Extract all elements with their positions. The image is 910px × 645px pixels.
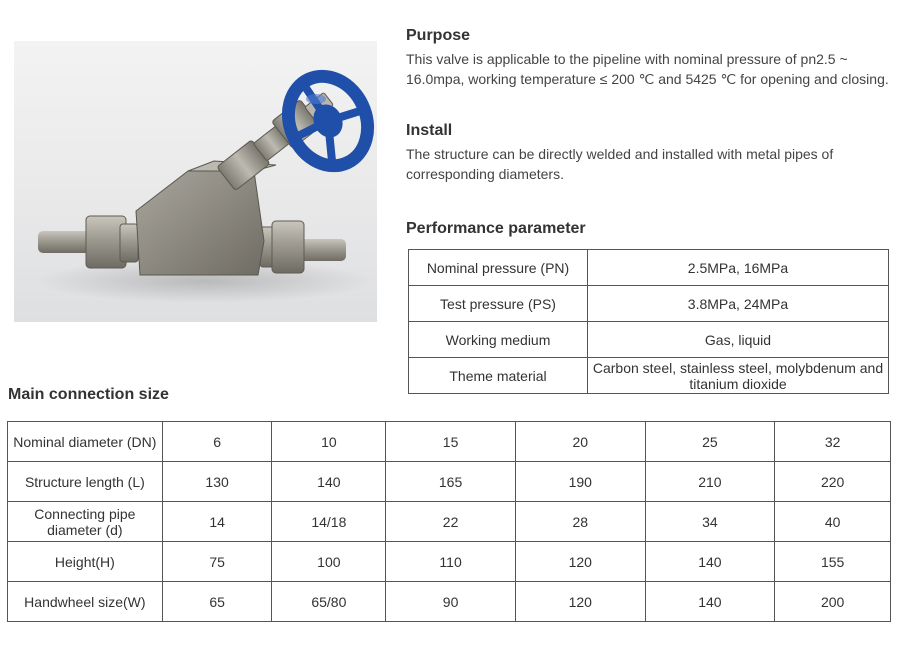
needle-valve-illustration [14,41,377,322]
table-cell: 25 [645,422,775,462]
table-cell: 90 [386,582,516,622]
table-cell: 65/80 [272,582,386,622]
performance-heading: Performance parameter [406,220,586,237]
table-cell: 190 [515,462,645,502]
table-cell: 110 [386,542,516,582]
performance-label: Test pressure (PS) [409,286,588,322]
performance-label: Working medium [409,322,588,358]
table-row [409,250,889,286]
table-cell: 14/18 [272,502,386,542]
install-text: The structure can be directly welded and installed with metal pipes of corresponding diameters. [406,146,834,182]
table-cell: 210 [645,462,775,502]
table-row [8,462,891,502]
table-cell: 155 [775,542,891,582]
table-row [8,502,891,542]
performance-label: Theme material [409,358,588,394]
connection-heading: Main connection size [8,386,169,403]
valve-product-photo [14,41,377,322]
table-cell: 28 [515,502,645,542]
performance-value: Carbon steel, stainless steel, molybdenum and titanium dioxide [588,358,889,394]
install-heading: Install [406,122,453,139]
performance-value: Gas, liquid [588,322,889,358]
table-cell: 140 [645,582,775,622]
performance-value: 2.5MPa, 16MPa [588,250,889,286]
performance-label: Nominal pressure (PN) [409,250,588,286]
table-cell: 200 [775,582,891,622]
row-label: Structure length (L) [8,462,163,502]
table-cell: 14 [162,502,272,542]
table-cell: 120 [515,542,645,582]
table-cell: 165 [386,462,516,502]
table-cell: 20 [515,422,645,462]
row-label: Height(H) [8,542,163,582]
table-cell: 130 [162,462,272,502]
table-row [409,286,889,322]
connection-size-table [7,421,891,622]
table-cell: 100 [272,542,386,582]
row-label: Connecting pipe diameter (d) [8,502,163,542]
table-cell: 6 [162,422,272,462]
performance-value: 3.8MPa, 24MPa [588,286,889,322]
table-cell: 32 [775,422,891,462]
table-cell: 40 [775,502,891,542]
row-label: Nominal diameter (DN) [8,422,163,462]
table-row [8,542,891,582]
table-row [8,422,891,462]
table-cell: 220 [775,462,891,502]
table-cell: 75 [162,542,272,582]
purpose-heading: Purpose [406,27,471,44]
table-cell: 140 [645,542,775,582]
table-cell: 22 [386,502,516,542]
table-cell: 34 [645,502,775,542]
table-cell: 15 [386,422,516,462]
purpose-text: This valve is applicable to the pipeline with nominal pressure of pn2.5 ~ 16.0mpa, working temperature ≤ 200 ℃ and 5425 ℃ for opening and closing. [406,51,889,87]
table-cell: 10 [272,422,386,462]
table-row [8,582,891,622]
handwheel-icon [274,63,377,178]
table-cell: 140 [272,462,386,502]
table-row [409,358,889,394]
table-cell: 120 [515,582,645,622]
table-cell: 65 [162,582,272,622]
row-label: Handwheel size(W) [8,582,163,622]
performance-table [408,249,889,394]
table-row [409,322,889,358]
